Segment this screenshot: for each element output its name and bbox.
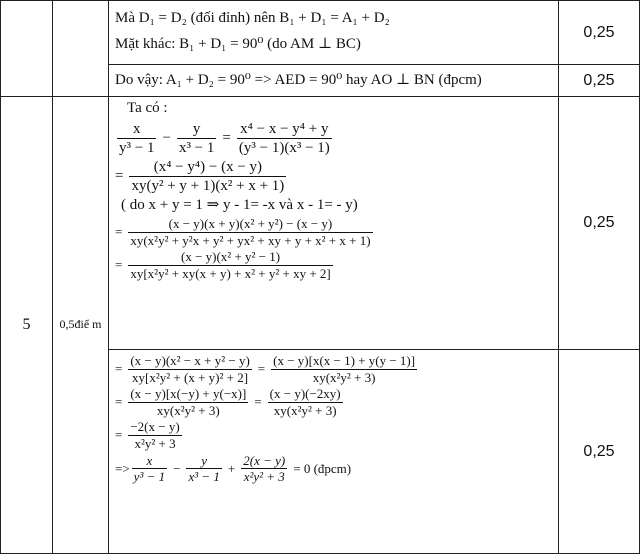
proof-line-2: Mặt khác: B₁ + D₁ = 90⁰ (do AM ⊥ BC) <box>115 35 361 52</box>
fraction: $\frac{(x - y)[x(x - 1) + y(y - 1)]}{\text{xy(x²y² + 3)}}$ <box>273 353 416 385</box>
equation-step-3: = $\frac{\text{(x − y)(x + y)(x² + y²) − (x − y)}}{\text{xy(x²y² + y²x + y² + yx² + xy + y + x² + x + 1)}}$ <box>115 216 371 248</box>
fraction: $\frac{(x - y)(-2xy)}{\text{xy(x²y² + 3)}}$ <box>269 386 341 418</box>
note-text: ( do x + y = 1 ⇒ y - 1= -x và x - 1= - y) <box>121 196 358 213</box>
equation-step-1: $\frac{x}{\text{y³ − 1}}$ − $\frac{y}{\text{x³ − 1}}$ = $\frac{\text{x⁴ − x − y⁴ + y}}{\text{(y³ − 1)(x³ − 1)}}$ <box>119 120 330 156</box>
proof-line-1: Mà D₁ = D₂ (đối đỉnh) nên B₁ + D₁ = A₁ + D₂ <box>115 10 390 26</box>
fraction: $\frac{x}{\text{y³ − 1}}$ <box>133 452 166 485</box>
fraction: $\frac{y}{\text{x³ − 1}}$ <box>178 120 215 156</box>
equation-step-4: = $\frac{\text{(x − y)(x² + y² − 1)}}{\text{xy[x²y² + xy(x + y) + x² + y² + xy + 2]}}$ <box>115 249 331 281</box>
fraction: $\frac{x}{\text{y³ − 1}}$ <box>119 120 155 156</box>
fraction: $\frac{\text{(x − y)(x + y)(x² + y²) − (x − y)}}{\text{xy(x²y² + y²x + y² + yx² + xy + y + x² + x + 1)}}$ <box>130 216 371 248</box>
intro-text: Ta có : <box>127 100 168 116</box>
fraction: $\frac{y}{\text{x³ − 1}}$ <box>188 452 220 485</box>
question-points: 0,5điể m <box>53 97 109 554</box>
prev-question-points <box>53 1 109 97</box>
solution-part-2 <box>109 350 559 554</box>
prev-question-number <box>1 1 53 97</box>
fraction: $\frac{2(x - y)}{\text{x²y² + 3}}$ <box>243 452 286 485</box>
proof-line-3: Do vậy: A₁ + D₂ = 90⁰ => AED = 90⁰ hay AO ⊥ BN (đpcm) <box>115 71 482 88</box>
equation-step-7: = $\frac{-2(x - y)}{\text{x²y² + 3}}$ <box>115 419 180 451</box>
question-number: 5 <box>1 97 53 554</box>
score-cell: 0,25 <box>559 1 640 65</box>
equation-step-5: = $\frac{\text{(x − y)(x² − x + y² − y)}}{\text{xy[x²y² + (x + y)² + 2]}}$ = $\frac{(x - y)[x(x - 1) + y(y - 1)]}{\text{xy(x²y² + 3)}}$ <box>115 353 416 385</box>
fraction: $\frac{\text{(x − y)(x² − x + y² − y)}}{\text{xy[x²y² + (x + y)² + 2]}}$ <box>130 353 250 385</box>
score-cell: 0,25 <box>559 97 640 350</box>
proof-step-b <box>109 65 559 97</box>
solution-part-1 <box>109 97 559 350</box>
score-cell: 0,25 <box>559 65 640 97</box>
equation-step-2: = $\frac{\text{(x⁴ − y⁴) − (x − y)}}{\text{xy(y² + y + 1)(x² + x + 1)}}$ <box>115 158 285 194</box>
fraction: $\frac{\text{(x⁴ − y⁴) − (x − y)}}{\text{xy(y² + y + 1)(x² + x + 1)}}$ <box>131 158 285 194</box>
proof-step-a <box>109 1 559 65</box>
fraction: $\frac{(x - y)[x(-y) + y(-x)]}{\text{xy(x²y² + 3)}}$ <box>130 386 247 418</box>
equation-final: => $\frac{x}{\text{y³ − 1}}$ − $\frac{y}{\text{x³ − 1}}$ + $\frac{2(x - y)}{\text{x²y² + 3}}$ = 0 (đpcm) <box>115 452 352 485</box>
score-cell: 0,25 <box>559 350 640 554</box>
equation-step-6: = $\frac{(x - y)[x(-y) + y(-x)]}{\text{xy(x²y² + 3)}}$ = $\frac{(x - y)(-2xy)}{\text{xy(x²y² + 3)}}$ <box>115 386 341 418</box>
fraction: $\frac{\text{(x − y)(x² + y² − 1)}}{\text{xy[x²y² + xy(x + y) + x² + y² + xy + 2]}}$ <box>130 249 331 281</box>
fraction: $\frac{-2(x - y)}{\text{x²y² + 3}}$ <box>130 419 180 451</box>
fraction: $\frac{\text{x⁴ − x − y⁴ + y}}{\text{(y³ − 1)(x³ − 1)}}$ <box>238 120 330 156</box>
